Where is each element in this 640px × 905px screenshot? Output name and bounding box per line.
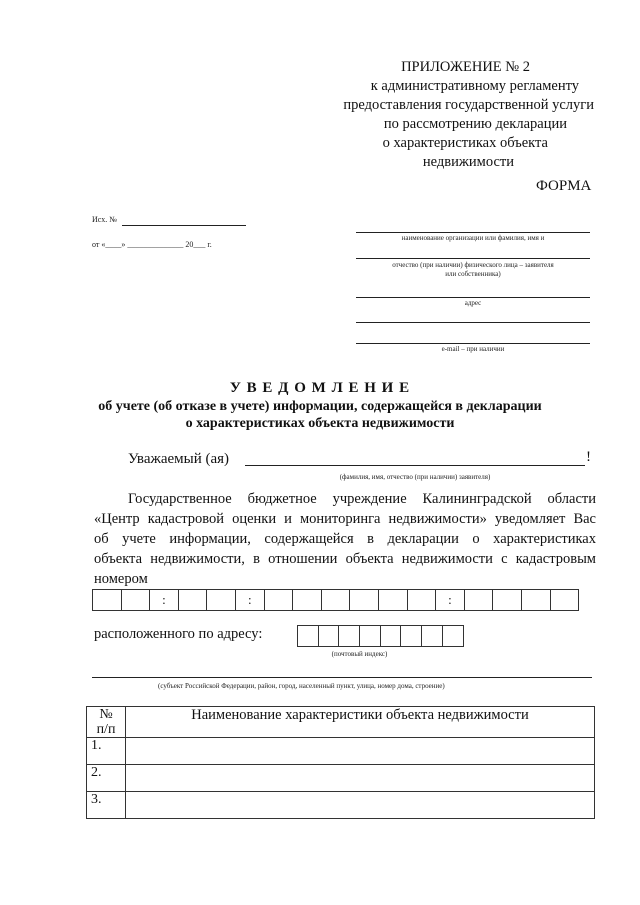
cadastral-cell[interactable] (378, 589, 408, 611)
appendix-line: предоставления государственной услуги (343, 97, 594, 113)
cadastral-cell[interactable] (492, 589, 522, 611)
row-value[interactable] (126, 738, 595, 765)
body-line: номером (94, 571, 148, 587)
postal-index-cell[interactable] (359, 625, 381, 647)
form-label: ФОРМА (536, 178, 592, 194)
addressee-address-line-2[interactable] (356, 322, 590, 323)
notice-title: У В Е Д О М Л Е Н И Е (229, 380, 411, 396)
full-address-caption: (субъект Российской Федерации, район, город, населенный пункт, улица, номер дома, строение) (158, 682, 445, 690)
cadastral-cell[interactable] (121, 589, 151, 611)
addressee-caption: наименование организации или фамилия, имя и (401, 234, 545, 242)
postal-index-cell[interactable] (400, 625, 422, 647)
appendix-title: ПРИЛОЖЕНИЕ № 2 (401, 59, 530, 75)
cadastral-cell[interactable] (321, 589, 351, 611)
greeting-text: Уважаемый (ая) (128, 451, 230, 467)
addressee-caption: или собственника) (445, 270, 501, 278)
table-row (87, 792, 595, 819)
address-label: расположенного по адресу: (94, 626, 263, 642)
cadastral-number-cells (92, 589, 578, 611)
characteristics-table (86, 706, 595, 819)
cadastral-cell[interactable] (349, 589, 379, 611)
table-header-row (87, 707, 595, 738)
appendix-line: по рассмотрению декларации (383, 116, 567, 132)
addressee-name-line-2[interactable] (356, 258, 590, 259)
full-address-line[interactable] (92, 677, 592, 678)
row-value[interactable] (126, 765, 595, 792)
appendix-line: о характеристиках объекта (382, 135, 548, 151)
postal-index-cell[interactable] (380, 625, 402, 647)
cadastral-cell[interactable]: : (235, 589, 265, 611)
header-characteristic: Наименование характеристики объекта недвижимости (126, 707, 595, 738)
body-line: Государственное бюджетное учреждение Калининградской области (128, 491, 596, 507)
notice-subtitle: о характеристиках объекта недвижимости (185, 416, 455, 431)
cadastral-cell[interactable] (292, 589, 322, 611)
cadastral-cell[interactable] (550, 589, 580, 611)
outgoing-number-label: Исх. № (92, 215, 117, 224)
body-line: объекта недвижимости, в отношении объекта недвижимости с кадастровым (94, 551, 596, 567)
addressee-address-line[interactable] (356, 297, 590, 298)
outgoing-date-label: от «____» ______________ 20___ г. (92, 240, 212, 249)
cadastral-cell[interactable] (407, 589, 437, 611)
header-num-line: № (99, 707, 113, 722)
postal-index-cells (297, 625, 463, 647)
appendix-heading (300, 58, 596, 172)
body-line: «Центр кадастровой оценки и мониторинга недвижимости» уведомляет Вас (94, 511, 596, 527)
applicant-caption: (фамилия, имя, отчество (при наличии) заявителя) (339, 473, 491, 481)
cadastral-cell[interactable] (521, 589, 551, 611)
body-text (94, 489, 596, 589)
cadastral-cell[interactable] (206, 589, 236, 611)
addressee-name-line[interactable] (356, 232, 590, 233)
appendix-line: к административному регламенту (370, 78, 579, 94)
cadastral-cell[interactable] (464, 589, 494, 611)
postal-index-cell[interactable] (421, 625, 443, 647)
header-num-line: п/п (96, 722, 116, 737)
postal-index-cell[interactable] (297, 625, 319, 647)
addressee-caption: отчество (при наличии) физического лица – заявителя (392, 261, 554, 269)
cadastral-cell[interactable]: : (435, 589, 465, 611)
notice-subtitle: об учете (об отказе в учете) информации, содержащейся в декларации (98, 399, 542, 414)
outgoing-number-line[interactable] (122, 225, 246, 226)
applicant-name-line[interactable] (245, 465, 585, 466)
postal-index-caption: (почтовый индекс) (331, 650, 388, 658)
appendix-line: недвижимости (422, 154, 514, 170)
address-caption: адрес (464, 299, 482, 307)
cadastral-cell[interactable] (92, 589, 122, 611)
row-number: 2. (87, 765, 126, 792)
cadastral-cell[interactable] (264, 589, 294, 611)
cadastral-cell[interactable] (178, 589, 208, 611)
table-row (87, 765, 595, 792)
header-number (87, 707, 126, 738)
table-row (87, 738, 595, 765)
greeting-exclaim: ! (586, 449, 591, 465)
postal-index-cell[interactable] (442, 625, 464, 647)
row-number: 3. (87, 792, 126, 819)
email-caption: e-mail – при наличии (441, 345, 505, 353)
addressee-email-line[interactable] (356, 343, 590, 344)
postal-index-cell[interactable] (338, 625, 360, 647)
postal-index-cell[interactable] (318, 625, 340, 647)
row-number: 1. (87, 738, 126, 765)
body-line: об учете информации, содержащейся в декларации о характеристиках (94, 531, 596, 547)
row-value[interactable] (126, 792, 595, 819)
cadastral-cell[interactable]: : (149, 589, 179, 611)
